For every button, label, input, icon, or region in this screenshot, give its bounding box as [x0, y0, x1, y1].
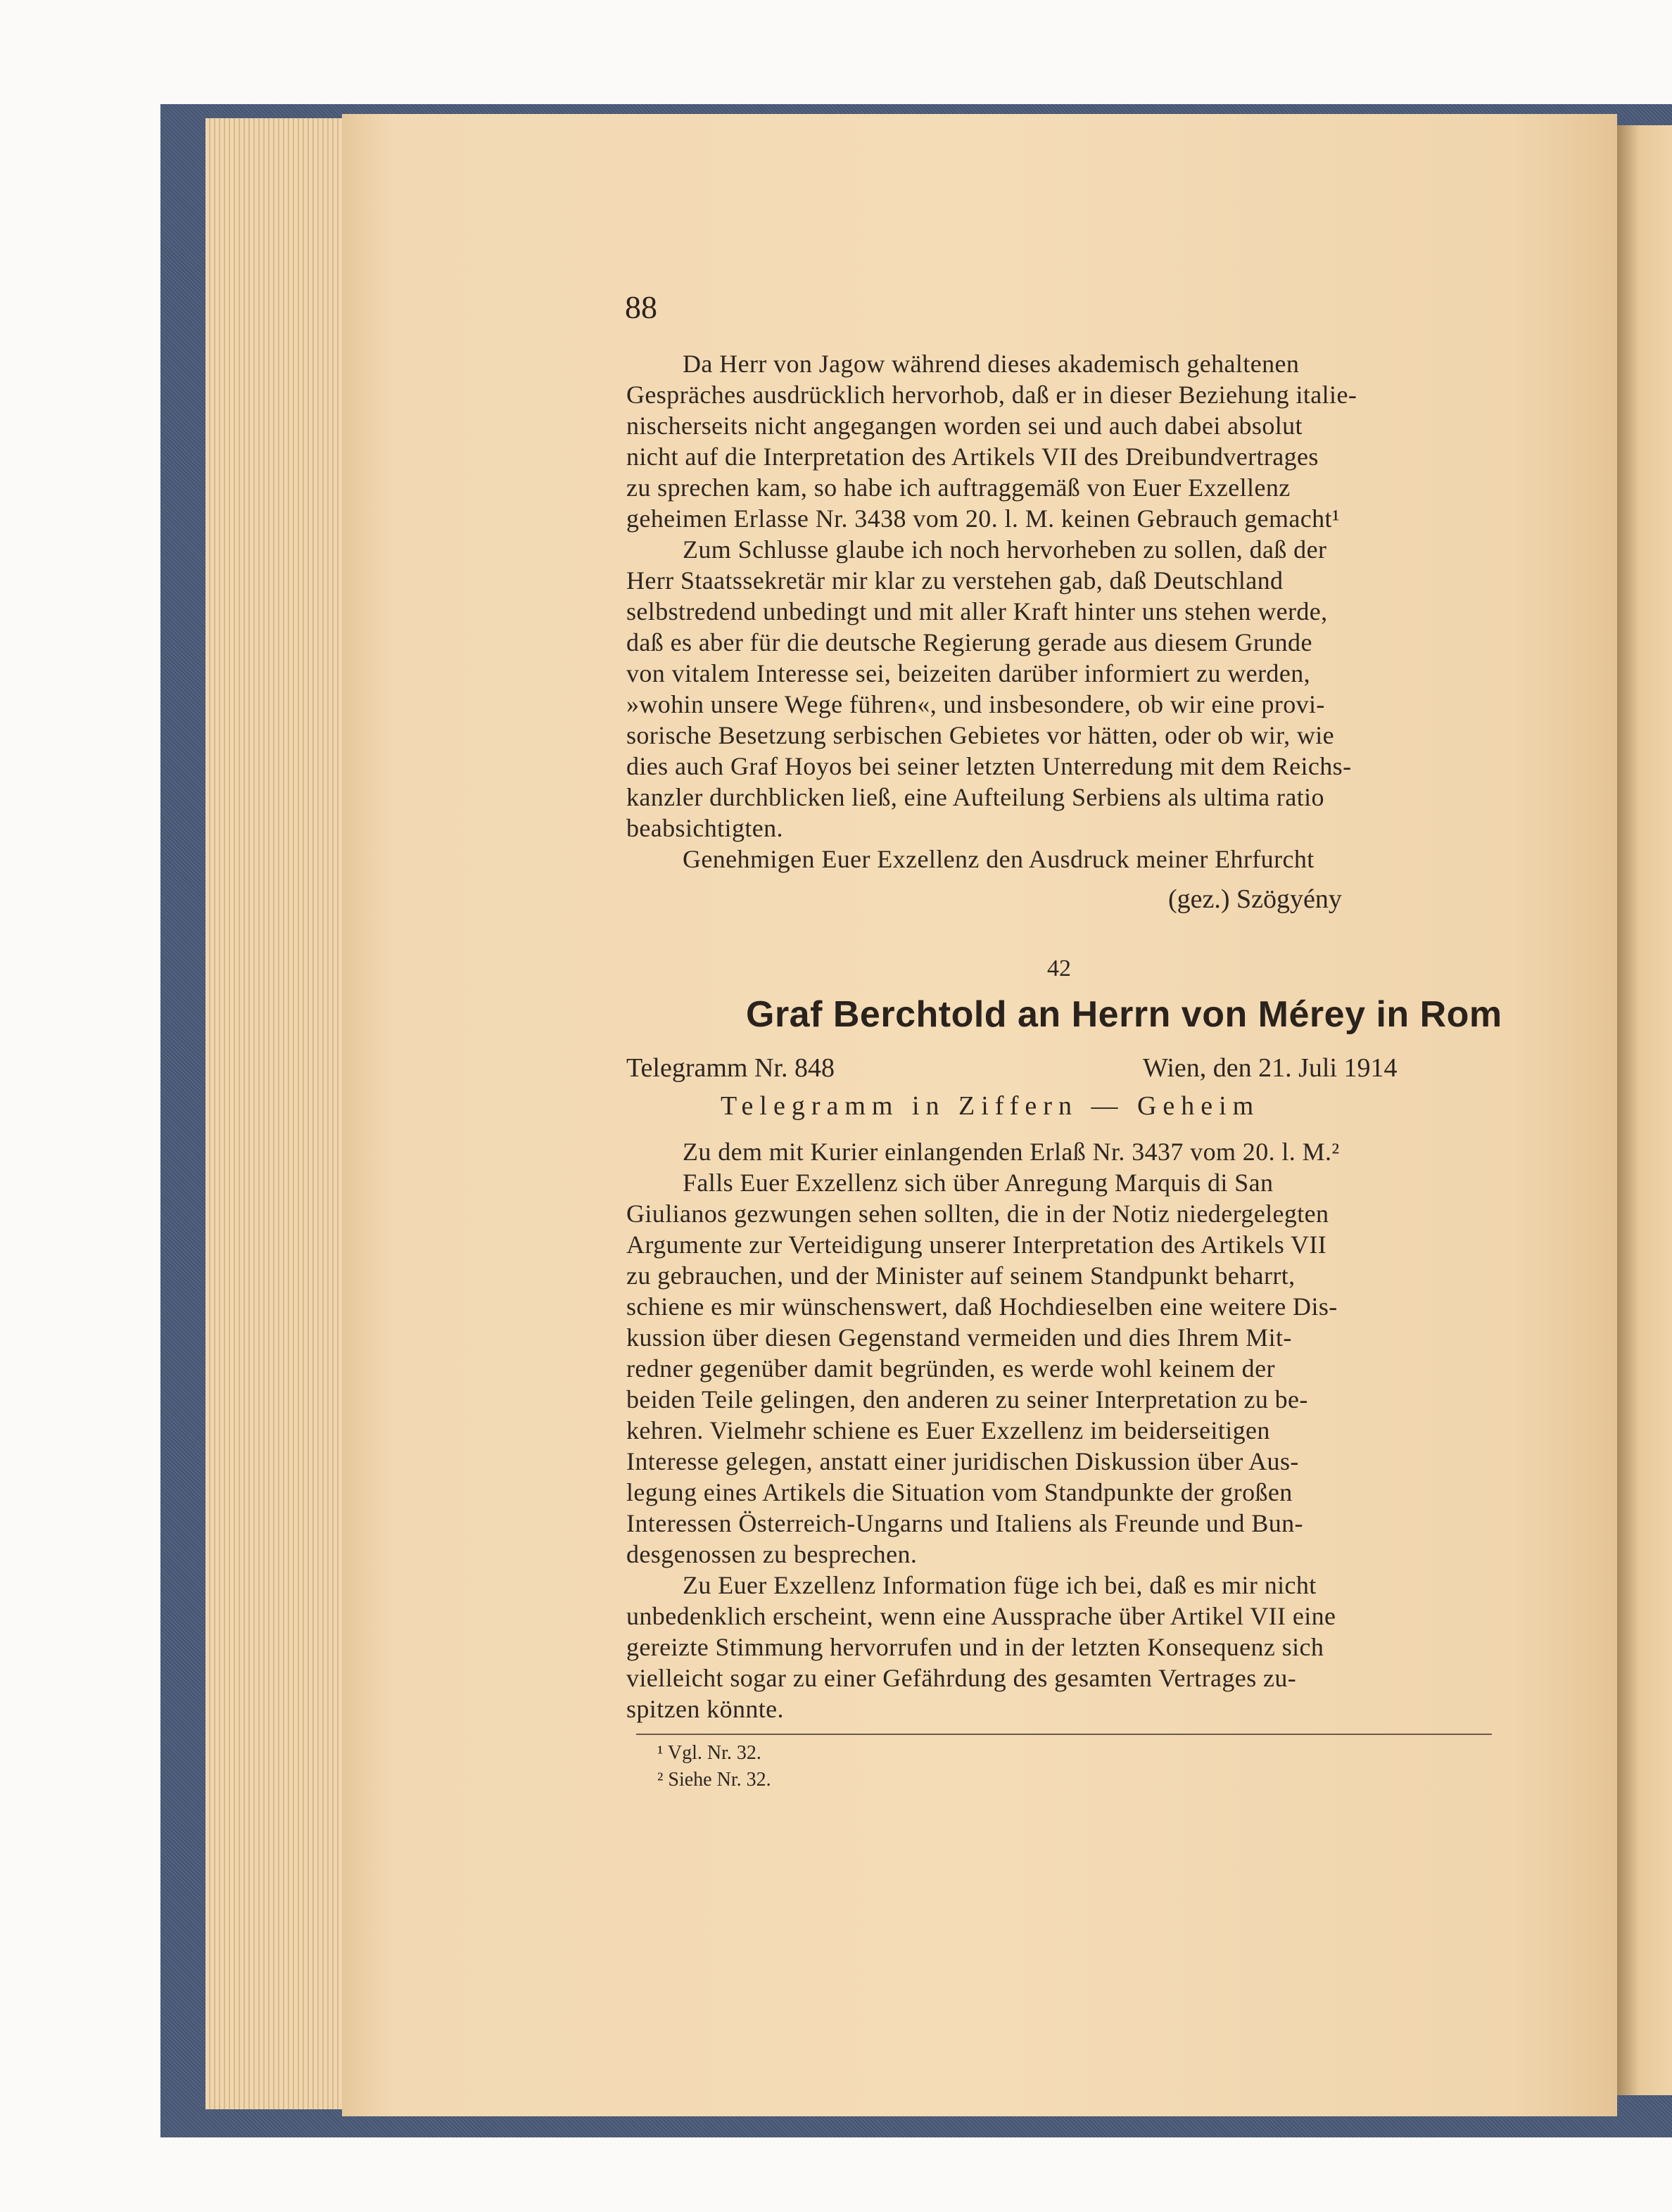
text-line: vielleicht sogar zu einer Gefährdung des gesamten Vertrages zu-	[626, 1664, 1297, 1692]
text-line: Giulianos gezwungen sehen sollten, die in der Notiz niedergelegten	[626, 1200, 1329, 1228]
text-line: Da Herr von Jagow während dieses akademisch gehaltenen	[683, 350, 1300, 378]
text-line: Falls Euer Exzellenz sich über Anregung Marquis di San	[683, 1169, 1274, 1197]
page-number: 88	[625, 289, 657, 325]
telegram-number: Telegramm Nr. 848	[626, 1053, 835, 1083]
text-line: desgenossen zu besprechen.	[626, 1540, 918, 1568]
text-line: redner gegenüber damit begründen, es werde wohl keinem der	[626, 1354, 1275, 1382]
footnote-divider	[636, 1734, 1492, 1735]
signature: (gez.) Szögyény	[1168, 884, 1342, 914]
text-line: Interesse gelegen, anstatt einer juridischen Diskussion über Aus-	[626, 1447, 1299, 1475]
text-line: beabsichtigten.	[626, 814, 783, 842]
text-line: spitzen könnte.	[626, 1695, 784, 1723]
text-line: beiden Teile gelingen, den anderen zu seiner Interpretation zu be-	[626, 1385, 1308, 1413]
text-line: Zu dem mit Kurier einlangenden Erlaß Nr. 3437 vom 20. l. M.²	[683, 1138, 1340, 1166]
telegram-note: Telegramm in Ziffern — Geheim	[721, 1091, 1260, 1121]
text-line: schiene es mir wünschenswert, daß Hochdieselben eine weitere Dis-	[626, 1292, 1338, 1321]
text-line: von vitalem Interesse sei, beizeiten darüber informiert zu werden,	[626, 659, 1311, 687]
text-line: nischerseits nicht angegangen worden sei und auch dabei absolut	[626, 412, 1303, 440]
text-line: selbstredend unbedingt und mit aller Kraft hinter uns stehen werde,	[626, 597, 1328, 625]
text-line: kanzler durchblicken ließ, eine Aufteilung Serbiens als ultima ratio	[626, 783, 1324, 811]
document-number: 42	[1047, 955, 1071, 981]
text-line: Argumente zur Verteidigung unserer Interpretation des Artikels VII	[626, 1231, 1327, 1259]
text-line: Zu Euer Exzellenz Information füge ich bei, daß es mir nicht	[683, 1571, 1317, 1599]
document-title: Graf Berchtold an Herrn von Mérey in Rom	[746, 994, 1502, 1035]
text-line: Gespräches ausdrücklich hervorhob, daß er in dieser Beziehung italie-	[626, 381, 1357, 409]
footnote: ² Siehe Nr. 32.	[657, 1769, 771, 1791]
text-line: geheimen Erlasse Nr. 3438 vom 20. l. M. keinen Gebrauch gemacht¹	[626, 504, 1341, 533]
text-line: sorische Besetzung serbischen Gebietes vor hätten, oder ob wir, wie	[626, 721, 1335, 749]
text-line: nicht auf die Interpretation des Artikels VII des Dreibundvertrages	[626, 443, 1319, 471]
text-line: kussion über diesen Gegenstand vermeiden und dies Ihrem Mit-	[626, 1323, 1292, 1352]
text-line: Interessen Österreich-Ungarns und Italiens als Freunde und Bun-	[626, 1509, 1303, 1537]
text-line: daß es aber für die deutsche Regierung gerade aus diesem Grunde	[626, 628, 1312, 656]
text-line: kehren. Vielmehr schiene es Euer Exzellenz im beiderseitigen	[626, 1416, 1270, 1444]
text-line: Herr Staatssekretär mir klar zu verstehen gab, daß Deutschland	[626, 566, 1284, 595]
text-line: gereizte Stimmung hervorrufen und in der letzten Konsequenz sich	[626, 1633, 1324, 1661]
text-line: Genehmigen Euer Exzellenz den Ausdruck meiner Ehrfurcht	[683, 845, 1315, 873]
text-line: zu sprechen kam, so habe ich auftraggemäß von Euer Exzellenz	[626, 473, 1291, 502]
text-line: unbedenklich erscheint, wenn eine Aussprache über Artikel VII eine	[626, 1602, 1336, 1630]
text-line: legung eines Artikels die Situation vom Standpunkte der großen	[626, 1478, 1293, 1506]
footnote: ¹ Vgl. Nr. 32.	[657, 1742, 761, 1764]
text-line: zu gebrauchen, und der Minister auf seinem Standpunkt beharrt,	[626, 1261, 1296, 1290]
text-line: Zum Schlusse glaube ich noch hervorheben zu sollen, daß der	[683, 535, 1327, 564]
text-line: »wohin unsere Wege führen«, und insbesondere, ob wir eine provi-	[626, 690, 1325, 718]
facing-page-edge	[1617, 125, 1672, 2095]
page-edges	[205, 118, 346, 2109]
text-line: dies auch Graf Hoyos bei seiner letzten Unterredung mit dem Reichs-	[626, 752, 1352, 780]
place-date: Wien, den 21. Juli 1914	[1143, 1053, 1398, 1083]
